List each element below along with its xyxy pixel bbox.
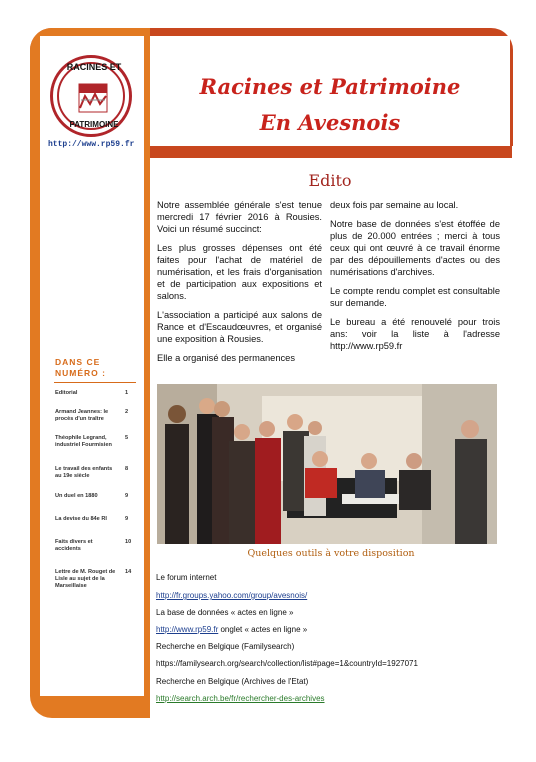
edito-column-2 (330, 199, 500, 359)
toc-item-title: La devise du 84e RI (55, 516, 107, 522)
logo-emblem-icon (77, 82, 109, 114)
toc-item-title: Le travail des enfants au 19e siècle (55, 466, 113, 479)
toc-item-page: 9 (125, 493, 129, 499)
toc-heading-line: DANS CE (55, 357, 101, 367)
toc-item-page: 9 (125, 516, 129, 522)
forum-link[interactable]: http://fr.groups.yahoo.com/group/avesnois/ (156, 591, 308, 600)
link-label: Le forum internet (156, 573, 217, 582)
paragraph: L'association a participé aux salons de Rance et d'Escaudœuvres, et organisé une exposition à Rousies. (157, 310, 322, 344)
paragraph: deux fois par semaine au local. (330, 200, 459, 210)
database-link[interactable]: http://www.rp59.fr (156, 625, 219, 634)
group-photo-illustration (157, 384, 497, 544)
toc-item[interactable] (55, 516, 137, 523)
toc-item-title: Armand Jeannes: le procès d'un traître (55, 409, 109, 422)
paragraph: Le compte rendu complet est consultable sur demande. (330, 286, 500, 308)
toc-item-title: Un duel en 1880 (55, 493, 98, 499)
toc-item[interactable] (55, 409, 137, 423)
site-link[interactable]: http://www.rp59.fr (48, 140, 135, 149)
paragraph: Les plus grosses dépenses ont été faites pour l'achat de matériel de numérisation, et les frais d'organisation et de participation aux expositions et salons. (157, 243, 322, 301)
archives-link[interactable]: http://search.arch.be/fr/rechercher-des-archives (156, 694, 325, 703)
toc-item[interactable] (55, 435, 137, 449)
paragraph: Notre assemblée générale s'est tenue mercredi 17 février 2016 à Rousies. Voici un résumé succinct: (157, 200, 322, 234)
toc-item[interactable] (55, 493, 137, 500)
database-link-suffix: onglet « actes en ligne » (218, 625, 308, 634)
logo-text-top: RACINES ET (66, 62, 122, 72)
toc-item-title: Editorial (55, 390, 78, 396)
toc-item[interactable] (55, 569, 137, 590)
toc-divider (54, 382, 136, 383)
paragraph: Elle a organisé des permanences (157, 353, 295, 363)
title-line-2: En Avesnois (259, 110, 401, 135)
database-link-line (156, 625, 307, 634)
toc-item-page: 8 (125, 466, 129, 472)
logo (50, 55, 132, 137)
toc-item-title: Faits divers et accidents (55, 539, 93, 552)
link-label: Recherche en Belgique (Archives de l'Etat) (156, 677, 309, 686)
header-rule (150, 146, 512, 158)
paragraph: Notre base de données s'est étoffée de plus de 20.000 entrées ; merci à tous ceux qui ont œuvré à ce travail énorme par des dépouillements d'actes ou des numérisations d'archives. (330, 219, 500, 277)
toc-item-page: 10 (125, 539, 132, 545)
section-title: Edito (308, 171, 352, 190)
group-photo (157, 384, 497, 544)
logo-text-bottom: PATRIMOINE (69, 120, 119, 129)
toc-item-page: 2 (125, 409, 129, 415)
paragraph: Le bureau a été renouvelé pour trois ans: voir la liste à l'adresse http://www.rp59.fr (330, 317, 500, 351)
familysearch-link[interactable]: https://familysearch.org/search/collection/list#page=1&countryId=1927071 (156, 659, 418, 668)
toc-item-page: 14 (125, 569, 132, 575)
toc-item[interactable] (55, 466, 137, 480)
link-label: La base de données « actes en ligne » (156, 608, 294, 617)
title-line-1: Racines et Patrimoine (199, 74, 461, 99)
toc-item-title: Théophile Legrand, industriel Fourmisien (55, 435, 112, 448)
edito-column-1 (157, 199, 322, 371)
toc-item-page: 1 (125, 390, 129, 396)
toc-item[interactable] (55, 539, 137, 553)
toc-heading-line: NUMÉRO : (55, 368, 106, 378)
toc-heading (55, 357, 106, 379)
toc-item[interactable] (55, 390, 137, 397)
toc-item-page: 5 (125, 435, 129, 441)
link-label: Recherche en Belgique (Familysearch) (156, 642, 295, 651)
toc-item-title: Lettre de M. Rouget de Lisle au sujet de la Marseillaise (55, 569, 116, 589)
photo-caption: Quelques outils à votre disposition (247, 548, 415, 559)
